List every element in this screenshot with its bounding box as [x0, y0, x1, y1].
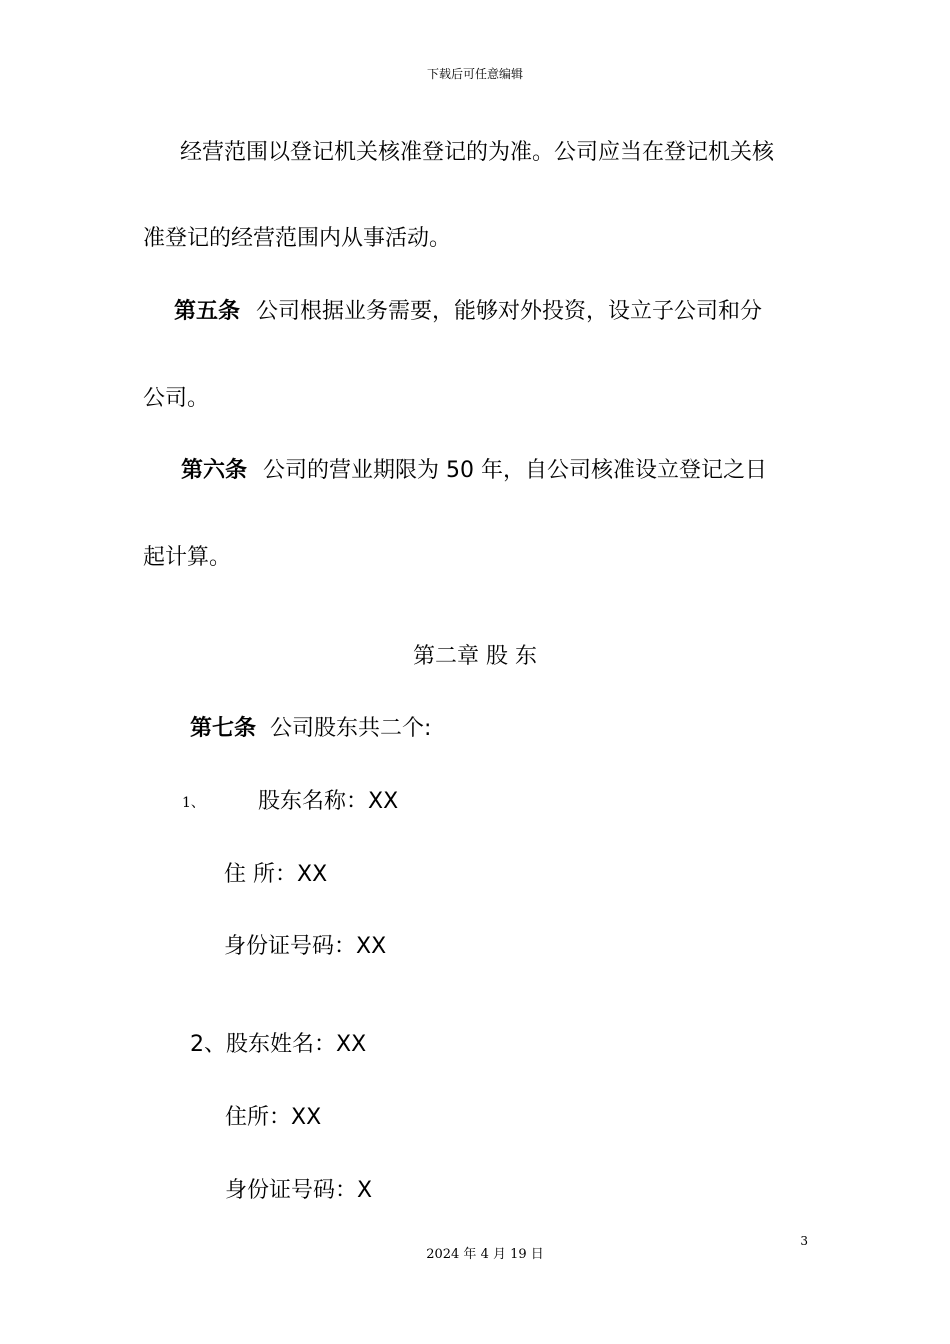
shareholder-2-id: 身份证号码：X [225, 1178, 373, 1203]
footer-date: 2024 年 4 月 19 日 [426, 1247, 544, 1262]
page-number: 3 [800, 1234, 808, 1248]
article-7-text: 公司股东共二个: [270, 716, 432, 741]
paragraph-scope-line2: 准登记的经营范围内从事活动。 [143, 226, 452, 251]
article-5-text: 公司根据业务需要，能够对外投资，设立子公司和分 [256, 299, 763, 324]
shareholder-1-number: 1、 [182, 795, 205, 811]
shareholder-2-line [190, 1028, 366, 1062]
paragraph-scope-line1: 经营范围以登记机关核准登记的为准。公司应当在登记机关核 [180, 140, 775, 165]
article-5-line2: 公司。 [143, 386, 210, 411]
shareholder-1-id: 身份证号码：XX [224, 934, 387, 959]
article-7-label: 第七条 [190, 716, 257, 741]
article-6-line2: 起计算。 [143, 545, 232, 570]
article-6-label: 第六条 [181, 458, 248, 483]
shareholder-2-address: 住所：XX [225, 1105, 322, 1130]
article-6-text: 公司的营业期限为 50 年，自公司核准设立登记之日 [263, 458, 767, 483]
article-6-line1 [181, 454, 767, 488]
shareholder-1-address: 住 所：XX [224, 862, 328, 887]
article-5-line1 [174, 295, 762, 329]
article-7 [190, 712, 431, 746]
page-header: 下载后可任意编辑 [426, 67, 523, 81]
article-5-label: 第五条 [174, 299, 241, 324]
shareholder-2-name: 股东姓名：XX [226, 1032, 367, 1057]
chapter-title: 第二章 股 东 [413, 644, 537, 669]
shareholder-1-name: 股东名称：XX [258, 789, 399, 814]
shareholder-2-number: 2、 [190, 1032, 226, 1057]
